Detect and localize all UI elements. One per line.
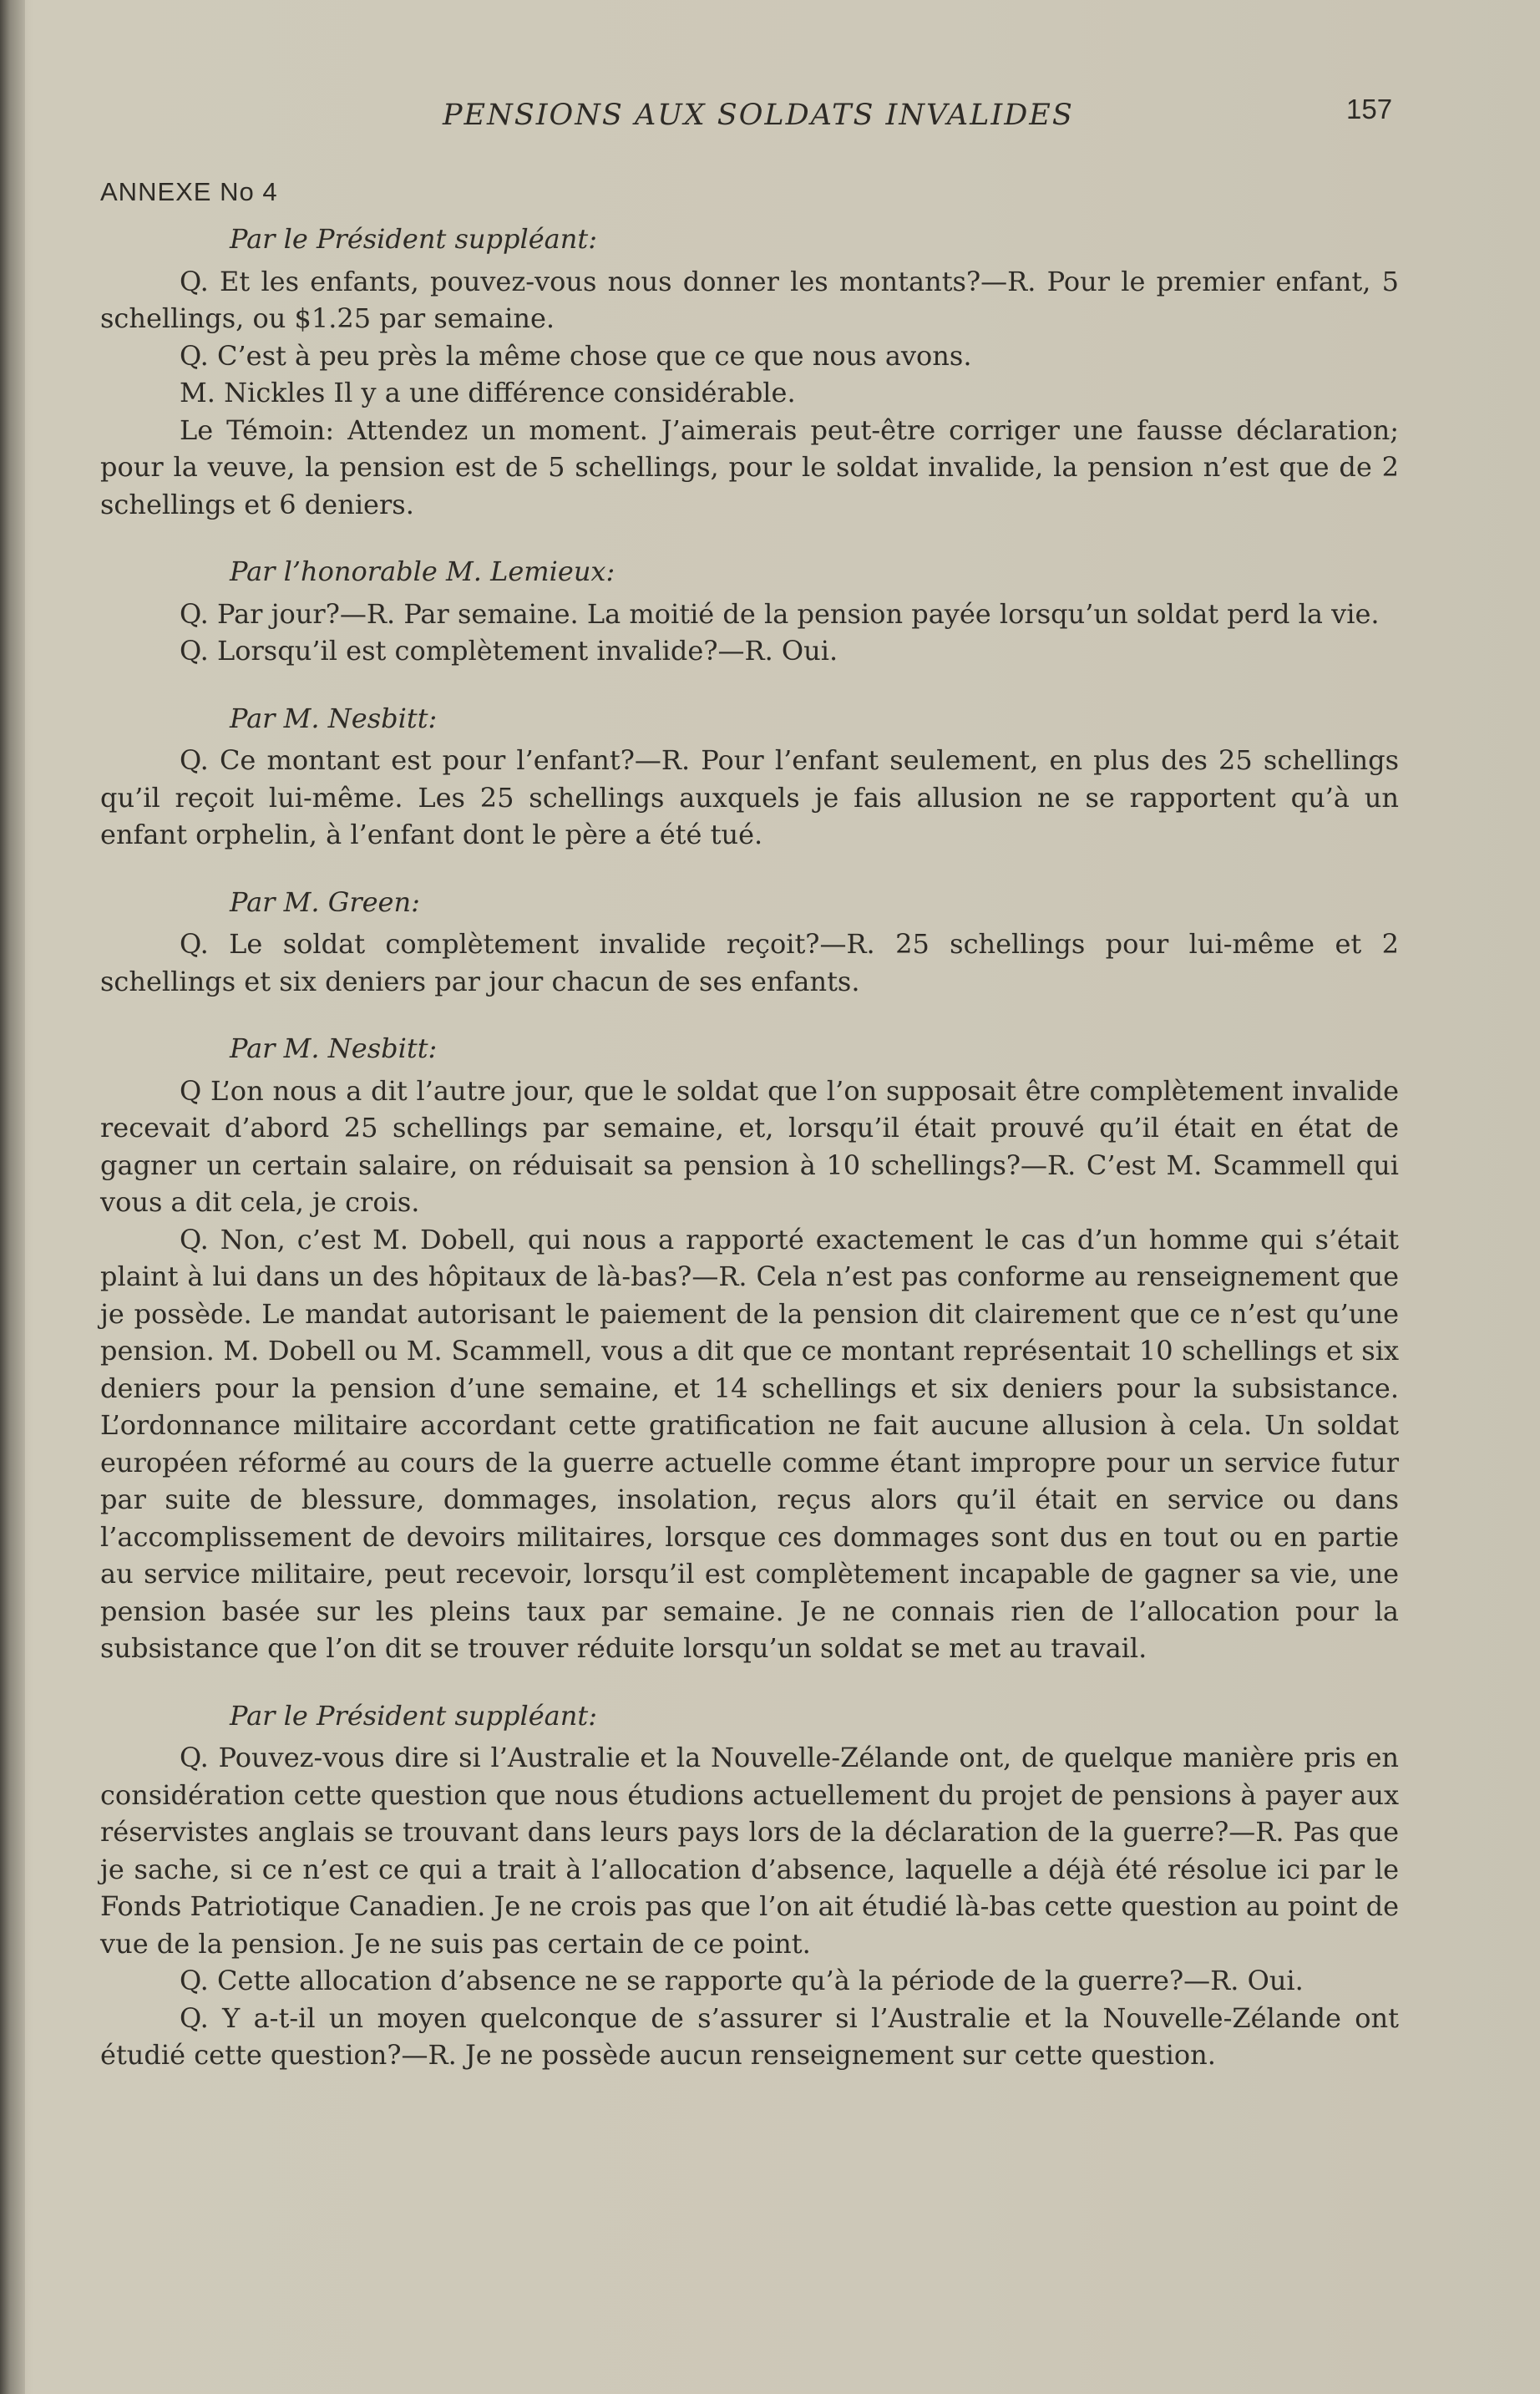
paragraph: Q. Ce montant est pour l’enfant?—R. Pour l’enfant seulement, en plus des 25 schellings qu’il reçoit lui-même. Les 25 schellings auxquels je fais allusion ne se rapportent qu’à un enfant orphelin, à l’enfant dont le père a été tué. [100, 744, 1399, 850]
section-green [100, 884, 1399, 1001]
paragraph: Q. Le soldat complètement invalide reçoit?—R. 25 schellings pour lui-même et 2 schellings et six deniers par jour chacun de ses enfants. [100, 928, 1399, 997]
speaker-heading: Par M. Nesbitt: [230, 702, 438, 734]
paragraph: Q. Et les enfants, pouvez-vous nous donner les montants?—R. Pour le premier enfant, 5 schellings, ou $1.25 par semaine. [100, 265, 1399, 334]
page-binding-edge [0, 0, 25, 2394]
page-number: 157 [1346, 94, 1393, 124]
paragraph: Q. Y a-t-il un moyen quelconque de s’assurer si l’Australie et la Nouvelle-Zélande ont étudié cette question?—R. Je ne possède aucun renseignement sur cette question. [100, 2001, 1399, 2071]
transcript-body [100, 221, 1399, 2104]
paragraph: Le Témoin: Attendez un moment. J’aimerais peut-être corriger une fausse déclaration; pour la veuve, la pension est de 5 schellings, pour le soldat invalide, la pension n’est que de 2 schellings et 6 deniers. [100, 413, 1399, 520]
paragraph: Q. Pouvez-vous dire si l’Australie et la Nouvelle-Zélande ont, de quelque manière pris en considération cette question que nous étudions actuellement du projet de pensions à payer aux réservistes anglais se trouvant dans leurs pays lors de la déclaration de la guerre?—R. Pas que je sache, si ce n’est ce qui a trait à l’allocation d’absence, laquelle a déjà été résolue ici par le Fonds Patriotique Canadien. Je ne crois pas que l’on ait étudié là-bas cette question au point de vue de la pension. Je ne suis pas certain de ce point. [100, 1742, 1399, 1960]
speaker-heading: Par le Président suppléant: [230, 223, 597, 255]
running-title: PENSIONS AUX SOLDATS INVALIDES [443, 99, 1074, 132]
running-header [0, 94, 1540, 149]
paragraph: Q. C’est à peu près la même chose que ce que nous avons. [180, 339, 972, 372]
speaker-heading: Par l’honorable M. Lemieux: [230, 555, 615, 587]
speaker-heading: Par M. Green: [230, 885, 420, 918]
section-lemieux [100, 553, 1399, 670]
speaker-heading: Par le Président suppléant: [230, 1699, 597, 1732]
annex-label: ANNEXE No 4 [100, 177, 278, 206]
speaker-heading: Par M. Nesbitt: [230, 1032, 438, 1064]
paragraph: Q. Par jour?—R. Par semaine. La moitié de la pension payée lorsqu’un soldat perd la vie. [180, 597, 1380, 630]
paragraph: Q L’on nous a dit l’autre jour, que le soldat que l’on supposait être complètement invalide recevait d’abord 25 schellings par semaine, et, lorsqu’il était prouvé qu’il était en état de gagner un certain salaire, on réduisait sa pension à 10 schellings?—R. C’est M. Scammell qui vous a dit cela, je crois. [100, 1074, 1399, 1218]
paragraph: Q. Cette allocation d’absence ne se rapporte qu’à la période de la guerre?—R. Oui. [180, 1965, 1304, 1996]
section-president-1 [100, 221, 1399, 523]
section-nesbitt-2 [100, 1030, 1399, 1667]
paragraph: M. Nickles Il y a une différence considérable. [180, 377, 796, 408]
section-president-2 [100, 1697, 1399, 2074]
section-nesbitt-1 [100, 700, 1399, 854]
paragraph: Q. Non, c’est M. Dobell, qui nous a rapporté exactement le cas d’un homme qui s’était plaint à lui dans un des hôpitaux de là-bas?—R. Cela n’est pas conforme au renseignement que je possède. Le mandat autorisant le paiement de la pension dit clairement que ce n’est qu’une pension. M. Dobell ou M. Scammell, vous a dit que ce montant représentait 10 schellings et six deniers pour la pension d’une semaine, et 14 schellings et six deniers pour la subsistance. L’ordonnance militaire accordant cette gratification ne fait aucune allusion à cela. Un soldat européen réformé au cours de la guerre actuelle comme étant impropre pour un service futur par suite de blessure, dommages, insolation, reçus alors qu’il était en service ou dans l’accomplissement de devoirs militaires, lorsque ces dommages sont dus en tout ou en partie au service militaire, peut recevoir, lorsqu’il est complètement incapable de gagner sa vie, une pension basée sur les pleins taux par semaine. Je ne connais rien de l’allocation pour la subsistance que l’on dit se trouver réduite lorsqu’un soldat se met au travail. [100, 1223, 1399, 1664]
paragraph: Q. Lorsqu’il est complètement invalide?—R. Oui. [180, 635, 838, 667]
